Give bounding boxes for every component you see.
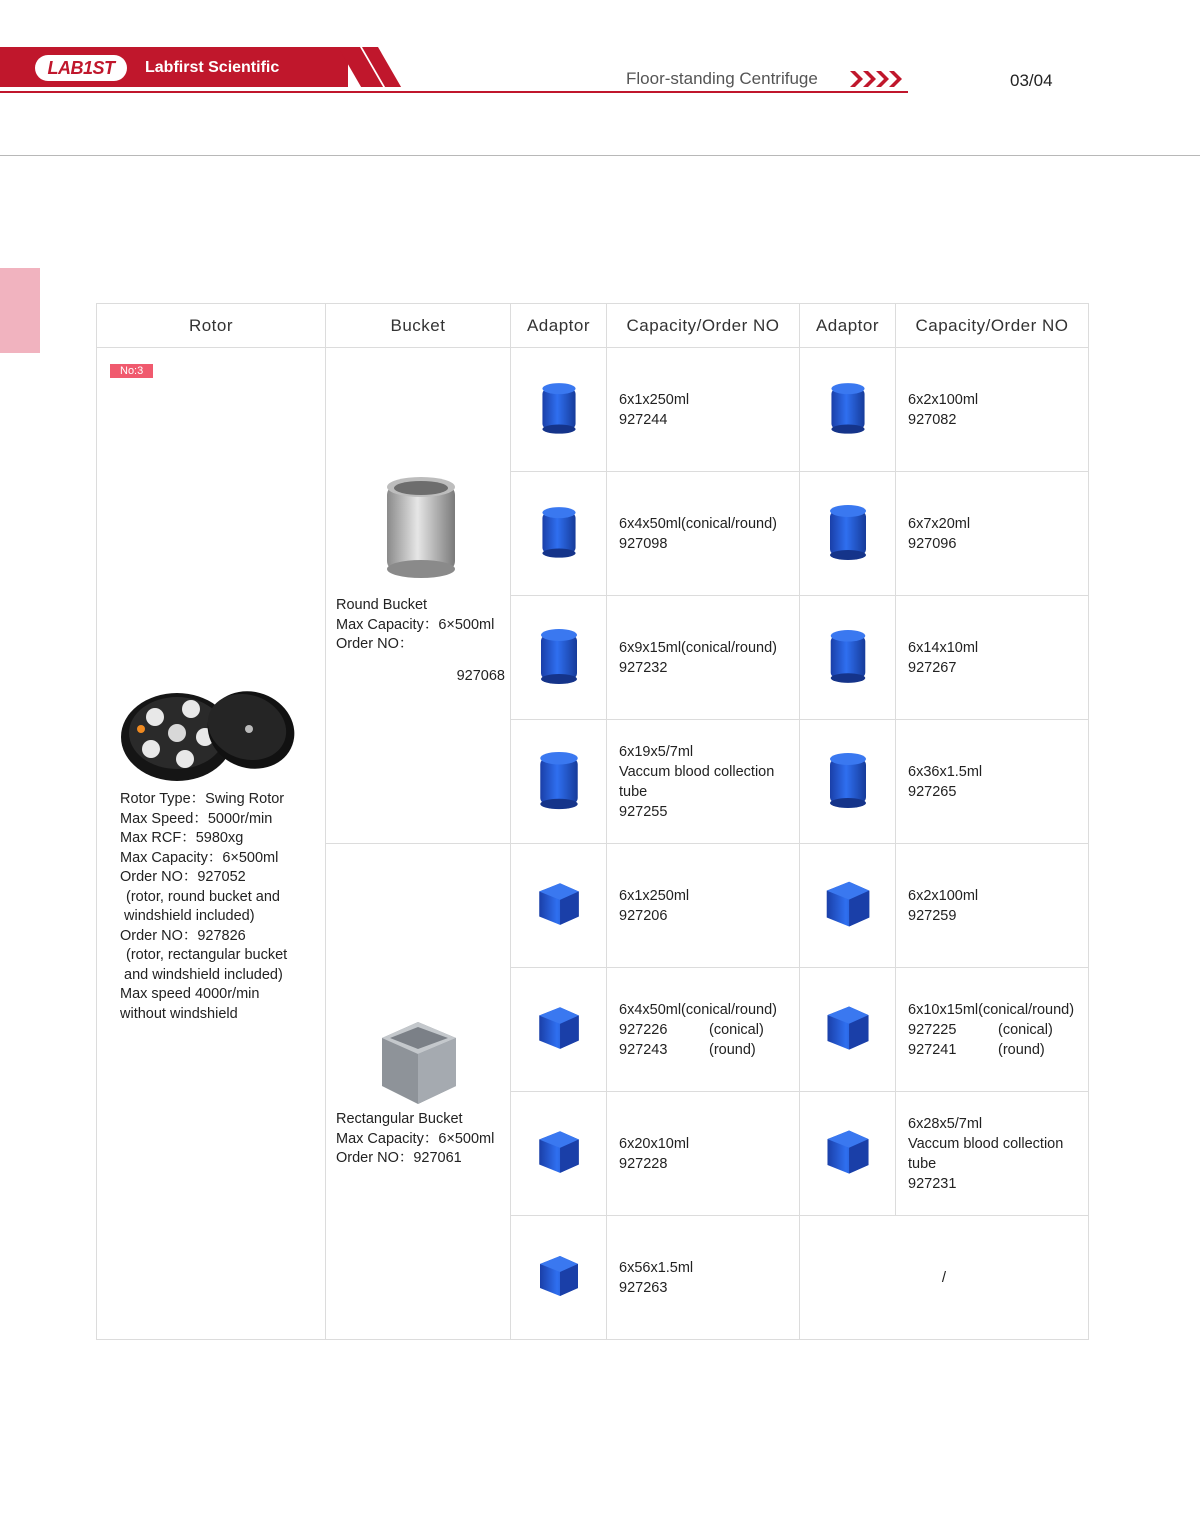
order-line [908, 1040, 1088, 1060]
capacity-cell [896, 1092, 1089, 1216]
capacity-cell [607, 348, 800, 472]
adaptor-image [536, 499, 582, 563]
order-number: 927098 [619, 535, 668, 552]
spec-table [96, 303, 1089, 1340]
capacity-value: tube [908, 1155, 937, 1172]
capacity-value: 6x14x10ml [908, 639, 979, 656]
model-badge: No:3 [110, 364, 153, 378]
adaptor-image-cell [800, 348, 896, 472]
capacity-value: 6x28x5/7ml [908, 1115, 983, 1132]
adaptor-image [536, 379, 582, 435]
order-number: 927226 [619, 1021, 668, 1038]
table-row [97, 348, 1089, 472]
capacity-cell [607, 844, 800, 968]
col-header-adaptor: Adaptor [511, 304, 607, 348]
capacity-value: 6x7x20ml [908, 515, 971, 532]
bucket-spec-line: Round Bucket [336, 597, 428, 613]
rotor-spec-line: and windshield included) [124, 966, 283, 983]
rotor-cell [97, 348, 326, 1340]
adaptor-image-cell [511, 968, 607, 1092]
adaptor-image-cell [800, 844, 896, 968]
capacity-value: 6x1x250ml [619, 887, 690, 904]
rotor-spec-line: Max Capacity：6×500ml [120, 849, 279, 866]
bucket-spec-line: Order NO：927061 [336, 1150, 462, 1166]
brand-name: Labfirst Scientific [145, 59, 280, 76]
adaptor-image-cell [511, 844, 607, 968]
rectangular-bucket-image [378, 1016, 460, 1108]
rect-bucket-cell [326, 844, 511, 1340]
capacity-cell [896, 844, 1089, 968]
capacity-value: 6x4x50ml(conical/round) [619, 1001, 777, 1018]
order-number: 927228 [619, 1155, 668, 1172]
order-number: 927267 [908, 659, 957, 676]
capacity-value: 6x2x100ml [908, 887, 979, 904]
order-number: 927241 [908, 1041, 957, 1058]
col-header-capacity: Capacity/Order NO [607, 304, 800, 348]
rotor-spec-line: Max Speed：5000r/min [120, 810, 273, 827]
rotor-spec-line: Rotor Type：Swing Rotor [120, 791, 285, 807]
capacity-value: 6x20x10ml [619, 1135, 690, 1152]
bucket-spec-line: Order NO： [336, 636, 414, 652]
order-line [619, 1040, 799, 1060]
order-number: 927265 [908, 783, 957, 800]
adaptor-image-cell [800, 1092, 896, 1216]
bucket-spec-line: Max Capacity：6×500ml [336, 1130, 495, 1147]
round-bucket-cell [326, 348, 511, 844]
adaptor-image [821, 998, 875, 1056]
adaptor-image-cell [511, 596, 607, 720]
adaptor-image [823, 496, 873, 566]
order-number: 927244 [619, 411, 668, 428]
adaptor-image [824, 621, 872, 689]
adaptor-image [533, 743, 585, 815]
order-number: 927206 [619, 907, 668, 924]
adaptor-image [825, 372, 871, 442]
capacity-cell [896, 720, 1089, 844]
divider [0, 155, 1200, 156]
rotor-spec-line: Order NO：927826 [120, 927, 246, 944]
adaptor-image [533, 1123, 585, 1179]
adaptor-image [823, 748, 873, 810]
rotor-spec-line: Max speed 4000r/min [120, 986, 260, 1002]
adaptor-image-cell [511, 1092, 607, 1216]
rotor-spec-line: without windshield [120, 1005, 238, 1022]
rect-bucket-specs [336, 1110, 506, 1169]
adaptor-image-cell [511, 720, 607, 844]
adaptor-image-cell [511, 1216, 607, 1340]
capacity-value: 6x9x15ml(conical/round) [619, 639, 777, 656]
capacity-cell [896, 968, 1089, 1092]
product-title: Floor-standing Centrifuge [626, 69, 818, 88]
empty-cell: / [800, 1216, 1089, 1340]
adaptor-image [533, 874, 585, 932]
order-number: 927263 [619, 1279, 668, 1296]
order-number: 927232 [619, 659, 668, 676]
round-bucket-specs [336, 596, 506, 655]
round-bucket-order-no: 927068 [456, 668, 505, 684]
adaptor-image-cell [800, 596, 896, 720]
logo-text: LAB1ST [47, 57, 115, 78]
rotor-spec-line: (rotor, round bucket and [126, 888, 280, 905]
order-type: (conical) [709, 1021, 764, 1038]
order-type: (conical) [998, 1021, 1053, 1038]
order-number: 927259 [908, 907, 957, 924]
capacity-cell [607, 1216, 800, 1340]
order-number: 927225 [908, 1021, 957, 1038]
capacity-cell [607, 1092, 800, 1216]
col-header-capacity: Capacity/Order NO [896, 304, 1089, 348]
adaptor-image-cell [511, 348, 607, 472]
order-type: (round) [998, 1041, 1045, 1058]
bucket-spec-line: Rectangular Bucket [336, 1111, 463, 1127]
capacity-value: tube [619, 783, 648, 800]
capacity-value: 6x4x50ml(conical/round) [619, 515, 777, 532]
rotor-specs [120, 790, 320, 1024]
side-tab [0, 268, 40, 353]
capacity-cell [896, 472, 1089, 596]
capacity-cell [896, 596, 1089, 720]
swing-rotor-image [119, 685, 299, 785]
adaptor-image [534, 622, 584, 688]
order-line [908, 1020, 1088, 1040]
capacity-value: 6x56x1.5ml [619, 1259, 694, 1276]
capacity-value: 6x19x5/7ml [619, 743, 694, 760]
brand-logo [35, 55, 127, 81]
order-number: 927082 [908, 411, 957, 428]
adaptor-image [820, 874, 876, 932]
adaptor-image-cell [800, 968, 896, 1092]
bucket-spec-line: Max Capacity：6×500ml [336, 616, 495, 633]
col-header-adaptor: Adaptor [800, 304, 896, 348]
order-number: 927231 [908, 1175, 957, 1192]
round-bucket-image [381, 473, 461, 583]
order-number: 927096 [908, 535, 957, 552]
capacity-value: Vaccum blood collection [619, 763, 775, 780]
capacity-value: 6x10x15ml(conical/round) [908, 1001, 1075, 1018]
capacity-cell [607, 472, 800, 596]
adaptor-image-cell [800, 472, 896, 596]
adaptor-image-cell [800, 720, 896, 844]
col-header-bucket: Bucket [326, 304, 511, 348]
adaptor-image [821, 1123, 875, 1179]
rotor-spec-line: Max RCF：5980xg [120, 830, 244, 846]
adaptor-image-cell [511, 472, 607, 596]
capacity-value: 6x36x1.5ml [908, 763, 983, 780]
capacity-cell [896, 348, 1089, 472]
adaptor-image [534, 1246, 584, 1304]
chevrons-icon [848, 69, 904, 89]
page-number: 03/04 [1010, 71, 1053, 90]
capacity-cell [607, 968, 800, 1092]
capacity-value: 6x1x250ml [619, 391, 690, 408]
rotor-spec-line: windshield included) [124, 908, 255, 924]
capacity-cell [607, 720, 800, 844]
capacity-value: 6x2x100ml [908, 391, 979, 408]
capacity-cell [607, 596, 800, 720]
capacity-value: Vaccum blood collection [908, 1135, 1064, 1152]
order-line [619, 1020, 799, 1040]
order-number: 927243 [619, 1041, 668, 1058]
rotor-spec-line: Order NO：927052 [120, 869, 246, 885]
order-type: (round) [709, 1041, 756, 1058]
order-number: 927255 [619, 803, 668, 820]
header-underline [0, 91, 908, 93]
adaptor-image [533, 999, 585, 1055]
col-header-rotor: Rotor [97, 304, 326, 348]
rotor-spec-line: (rotor, rectangular bucket [126, 947, 288, 963]
